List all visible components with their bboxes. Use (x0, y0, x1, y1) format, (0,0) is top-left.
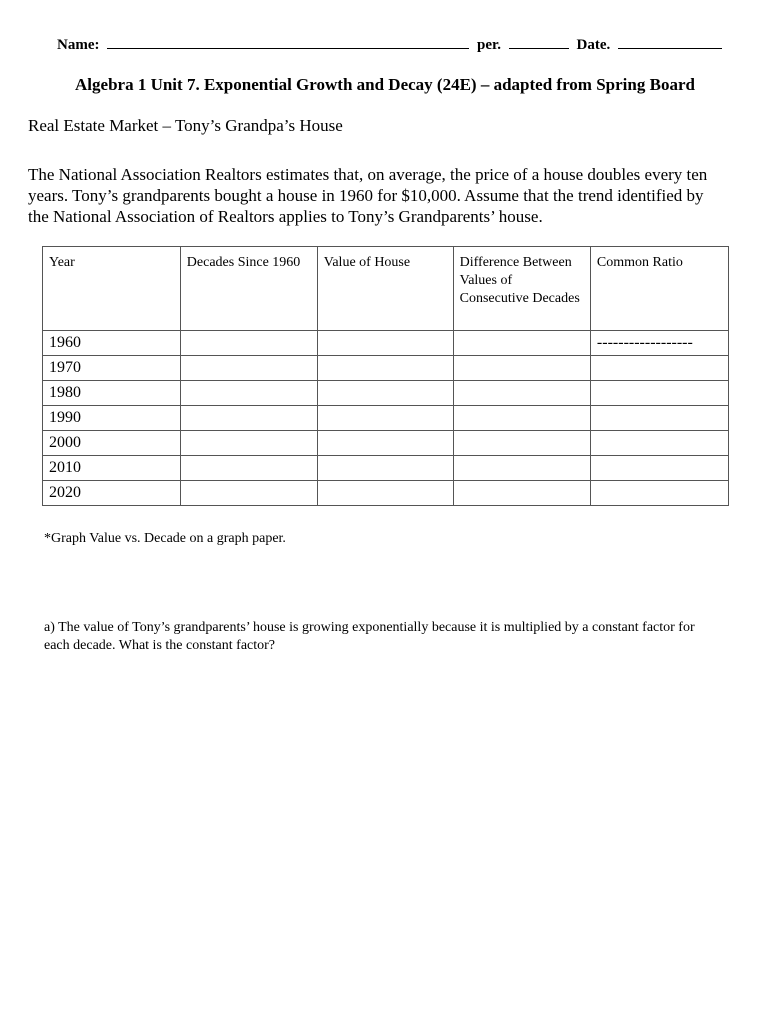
table-header-row (43, 247, 729, 331)
decades-cell[interactable] (180, 406, 317, 431)
decades-cell[interactable] (180, 356, 317, 381)
value-cell[interactable] (317, 381, 453, 406)
value-cell[interactable] (317, 431, 453, 456)
decades-cell[interactable] (180, 456, 317, 481)
ratio-cell[interactable] (590, 356, 728, 381)
difference-cell[interactable] (453, 356, 590, 381)
graph-instruction: *Graph Value vs. Decade on a graph paper. (44, 531, 286, 546)
year-cell: 1990 (43, 406, 181, 431)
decades-cell[interactable] (180, 381, 317, 406)
difference-cell[interactable] (453, 406, 590, 431)
ratio-cell: ------------------ (590, 331, 728, 356)
ratio-cell[interactable] (590, 481, 728, 506)
student-info-line (57, 34, 722, 54)
difference-cell[interactable] (453, 331, 590, 356)
value-cell[interactable] (317, 406, 453, 431)
date-label: Date. (576, 37, 611, 53)
section-subtitle: Real Estate Market – Tony’s Grandpa’s House (28, 116, 343, 135)
header-difference: Difference Between Values of Consecutive Decades (453, 247, 590, 331)
ratio-cell[interactable] (590, 456, 728, 481)
period-label: per. (476, 37, 502, 53)
value-cell[interactable] (317, 331, 453, 356)
difference-cell[interactable] (453, 431, 590, 456)
question-a: a) The value of Tony’s grandparents’ house is growing exponentially because it is multiplied by a constant factor for each decade. What is the constant factor? (44, 620, 695, 653)
year-cell: 2000 (43, 431, 181, 456)
header-ratio: Common Ratio (590, 247, 728, 331)
year-cell: 2020 (43, 481, 181, 506)
table-row (43, 456, 729, 481)
year-cell: 1980 (43, 381, 181, 406)
decades-cell[interactable] (180, 331, 317, 356)
header-value: Value of House (317, 247, 453, 331)
header-year: Year (43, 247, 181, 331)
table-row (43, 481, 729, 506)
year-cell: 1960 (43, 331, 181, 356)
date-blank[interactable] (618, 34, 722, 49)
period-blank[interactable] (509, 34, 569, 49)
value-cell[interactable] (317, 456, 453, 481)
ratio-cell[interactable] (590, 431, 728, 456)
value-cell[interactable] (317, 356, 453, 381)
name-blank[interactable] (107, 34, 469, 49)
ratio-cell[interactable] (590, 381, 728, 406)
name-label: Name: (57, 37, 100, 53)
difference-cell[interactable] (453, 481, 590, 506)
table-row (43, 356, 729, 381)
decades-cell[interactable] (180, 481, 317, 506)
difference-cell[interactable] (453, 381, 590, 406)
difference-cell[interactable] (453, 456, 590, 481)
table-row (43, 406, 729, 431)
header-decades: Decades Since 1960 (180, 247, 317, 331)
intro-paragraph: The National Association Realtors estimates that, on average, the price of a house doubles every ten years. Tony’s grandparents bought a house in 1960 for $10,000. Assume that the trend identified by the National Association of Realtors applies to Tony’s Grandparents’ house. (28, 165, 708, 226)
year-cell: 1970 (43, 356, 181, 381)
table-row (43, 431, 729, 456)
table-row (43, 331, 729, 356)
table-row (43, 381, 729, 406)
decades-cell[interactable] (180, 431, 317, 456)
year-cell: 2010 (43, 456, 181, 481)
house-value-table (42, 246, 729, 506)
worksheet-title: Algebra 1 Unit 7. Exponential Growth and Decay (24E) – adapted from Spring Board (75, 75, 695, 94)
ratio-cell[interactable] (590, 406, 728, 431)
value-cell[interactable] (317, 481, 453, 506)
